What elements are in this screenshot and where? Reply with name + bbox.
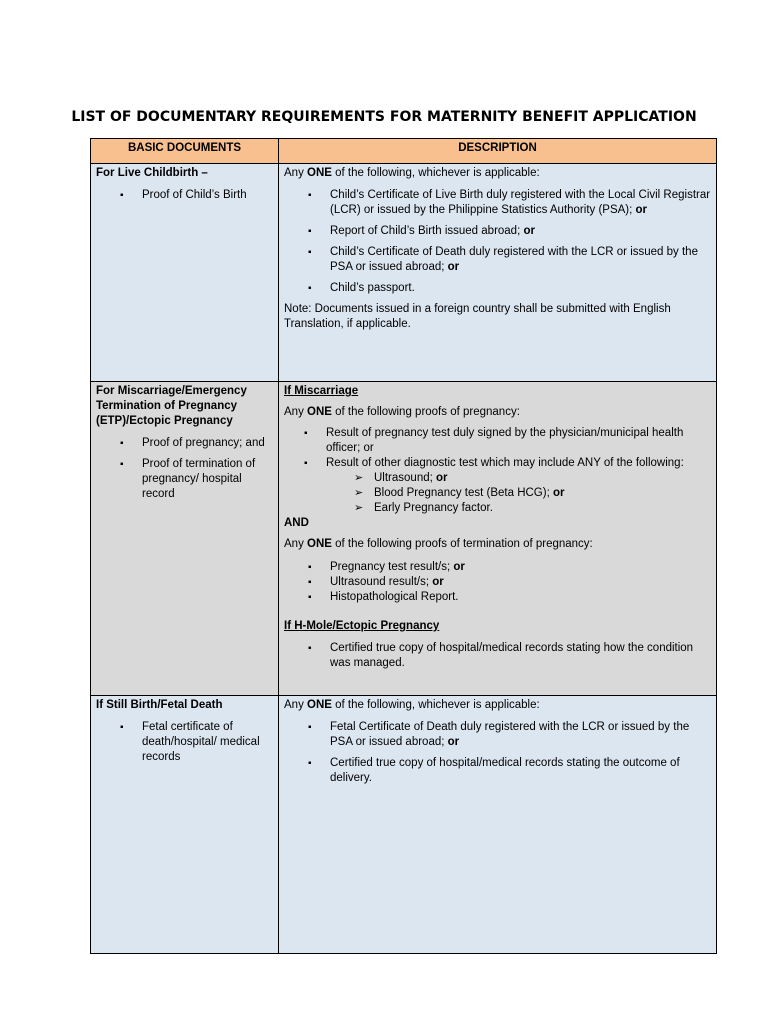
misc-arrow-2: ➢ Blood Pregnancy test (Beta HCG); or [284, 486, 711, 501]
misc-and: AND [284, 517, 309, 529]
misc-arrow-3: ➢ Early Pregnancy factor. [284, 501, 711, 516]
misc-intro-1: Any ONE of the following proofs of pregnancy: [284, 406, 520, 418]
misc-item-proof-termination: ▪ Proof of termination of pregnancy/ hospital record [96, 457, 273, 502]
still-heading: If Still Birth/Fetal Death [96, 699, 223, 711]
still-bullet-1: ▪ Fetal Certificate of Death duly registered with the LCR or issued by the PSA or issued abroad; or [284, 720, 711, 750]
misc-heading: For Miscarriage/Emergency Termination of Pregnancy (ETP)/Ectopic Pregnancy [96, 385, 247, 427]
row-miscarriage [91, 382, 717, 696]
live-item-proof-birth: ▪ Proof of Child’s Birth [96, 188, 273, 203]
header-row [91, 139, 717, 164]
live-intro: Any ONE of the following, whichever is applicable: [284, 167, 540, 179]
live-heading: For Live Childbirth – [96, 167, 208, 179]
misc-description-cell [279, 382, 717, 696]
still-item-fetal-certificate: ▪ Fetal certificate of death/hospital/ medical records [96, 720, 273, 765]
header-description: DESCRIPTION [279, 139, 717, 164]
misc-bullet-2: ▪ Result of other diagnostic test which may include ANY of the following: [284, 456, 711, 471]
live-note: Note: Documents issued in a foreign country shall be submitted with English Translation, if applicable. [284, 303, 671, 330]
live-description-cell [279, 164, 717, 382]
still-bullet-2: ▪ Certified true copy of hospital/medical records stating the outcome of delivery. [284, 756, 711, 786]
misc-subheading-hmole: If H-Mole/Ectopic Pregnancy [284, 620, 440, 632]
live-bullet-3: ▪ Child’s Certificate of Death duly registered with the LCR or issued by the PSA or issued abroad; or [284, 245, 711, 275]
still-description-cell [279, 696, 717, 954]
misc-basic-cell [91, 382, 279, 696]
misc-termination-1: ▪ Pregnancy test result/s; or [284, 560, 711, 575]
live-bullet-1: ▪ Child’s Certificate of Live Birth duly registered with the Local Civil Registrar (LCR) or issued by the Philippine Statistics Authority (PSA); or [284, 188, 711, 218]
misc-item-proof-pregnancy: ▪ Proof of pregnancy; and [96, 436, 273, 451]
misc-hmole-bullet: ▪ Certified true copy of hospital/medical records stating how the condition was managed. [284, 641, 711, 671]
live-bullet-4: ▪ Child’s passport. [284, 281, 711, 296]
header-basic-documents: BASIC DOCUMENTS [91, 139, 279, 164]
row-live-childbirth [91, 164, 717, 382]
live-bullet-2: ▪ Report of Child’s Birth issued abroad; or [284, 224, 711, 239]
misc-termination-3: ▪ Histopathological Report. [284, 590, 711, 605]
misc-intro-2: Any ONE of the following proofs of termination of pregnancy: [284, 538, 593, 550]
misc-arrow-1: ➢ Ultrasound; or [284, 471, 711, 486]
requirements-table [90, 138, 717, 954]
page-title: LIST OF DOCUMENTARY REQUIREMENTS FOR MATERNITY BENEFIT APPLICATION [71, 109, 697, 125]
live-basic-cell [91, 164, 279, 382]
still-intro: Any ONE of the following, whichever is applicable: [284, 699, 540, 711]
still-basic-cell [91, 696, 279, 954]
row-still-birth [91, 696, 717, 954]
misc-termination-2: ▪ Ultrasound result/s; or [284, 575, 711, 590]
misc-subheading-miscarriage: If Miscarriage [284, 385, 359, 397]
misc-bullet-1: ▪ Result of pregnancy test duly signed by the physician/municipal health officer; or [284, 426, 711, 456]
